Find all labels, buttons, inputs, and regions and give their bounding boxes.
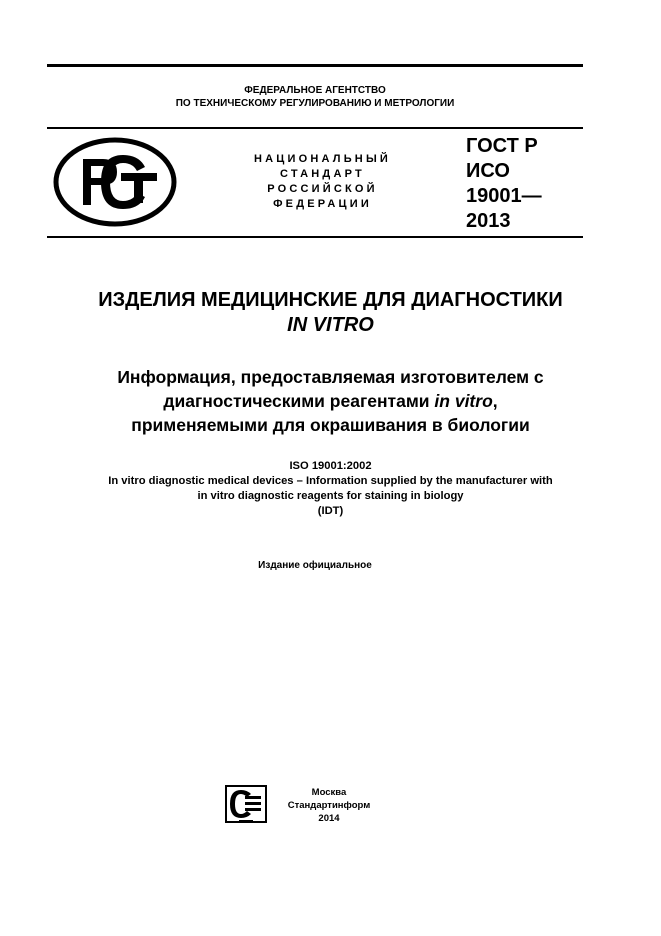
subtitle-line-3: применяемыми для окрашивания в биологии bbox=[131, 415, 530, 435]
iso-identity: (IDT) bbox=[317, 505, 344, 517]
standard-designation bbox=[466, 134, 542, 234]
agency-line-1: ФЕДЕРАЛЬНОЕ АГЕНТСТВО bbox=[244, 85, 386, 96]
iso-title-line-2: in vitro diagnostic reagents for staining in biology bbox=[197, 490, 464, 502]
document-title bbox=[20, 288, 641, 338]
edition-note: Издание официальное bbox=[258, 560, 372, 571]
agency-name bbox=[47, 84, 583, 110]
designation-line: ИСО bbox=[466, 160, 510, 182]
designation-line: ГОСТ Р bbox=[466, 135, 538, 157]
designation-line: 19001— bbox=[466, 185, 542, 207]
title-line-2: IN VITRO bbox=[287, 314, 374, 336]
standard-type-line: ФЕДЕРАЦИИ bbox=[273, 198, 372, 210]
agency-line-2: ПО ТЕХНИЧЕСКОМУ РЕГУЛИРОВАНИЮ И МЕТРОЛОГИИ bbox=[175, 98, 455, 109]
iso-title-line-1: In vitro diagnostic medical devices – Information supplied by the manufacturer with bbox=[108, 475, 553, 487]
standard-type-line: СТАНДАРТ bbox=[280, 168, 365, 180]
publisher-name: Стандартинформ bbox=[287, 800, 371, 811]
standard-type-line: РОССИЙСКОЙ bbox=[267, 183, 378, 195]
title-line-1: ИЗДЕЛИЯ МЕДИЦИНСКИЕ ДЛЯ ДИАГНОСТИКИ bbox=[98, 289, 563, 311]
document-subtitle bbox=[20, 365, 641, 437]
header-rule bbox=[47, 127, 583, 129]
header-bottom-rule bbox=[47, 236, 583, 238]
publisher-block bbox=[280, 786, 378, 825]
subtitle-line-2-comma: , bbox=[492, 391, 498, 411]
top-rule bbox=[47, 64, 583, 67]
standard-type-line: НАЦИОНАЛЬНЫЙ bbox=[253, 153, 392, 165]
subtitle-line-2-italic: in vitro bbox=[434, 391, 493, 411]
designation-line: 2013 bbox=[466, 210, 511, 232]
subtitle-line-2-text: диагностическими реагентами bbox=[163, 391, 435, 411]
gost-logo-icon bbox=[53, 137, 177, 227]
publisher-city: Москва bbox=[311, 787, 347, 798]
subtitle-line-1: Информация, предоставляемая изготовителем с bbox=[117, 367, 544, 387]
iso-code: ISO 19001:2002 bbox=[289, 460, 372, 472]
iso-reference bbox=[10, 459, 651, 519]
standard-type bbox=[225, 152, 420, 212]
subtitle-line-2 bbox=[20, 389, 641, 413]
publisher-year: 2014 bbox=[318, 813, 340, 824]
standartinform-logo-icon bbox=[225, 785, 267, 823]
